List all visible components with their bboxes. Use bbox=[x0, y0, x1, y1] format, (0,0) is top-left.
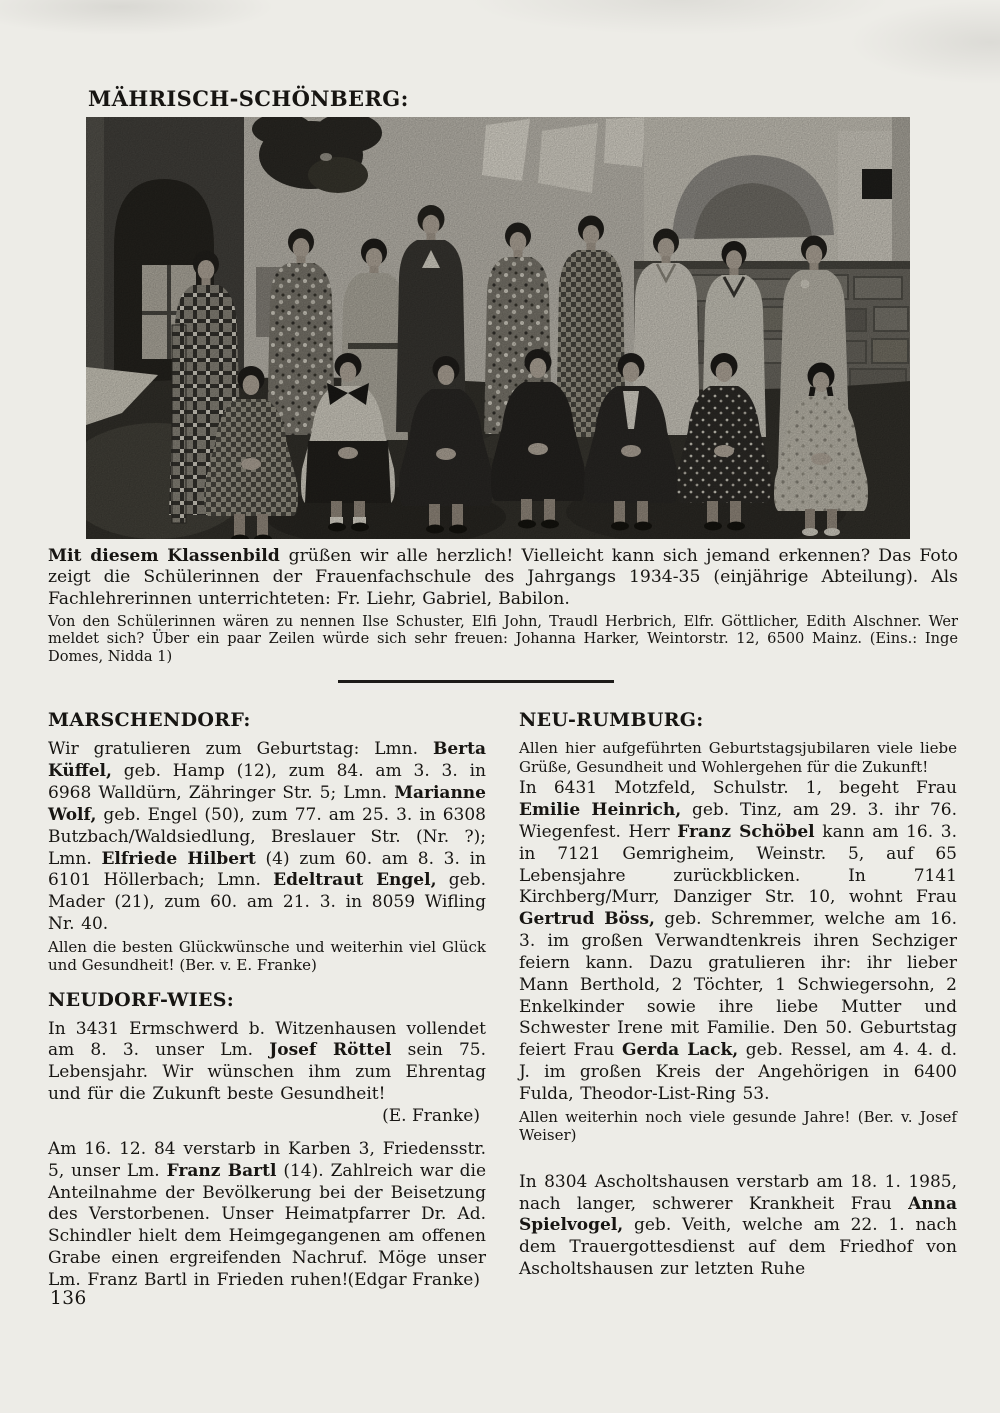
right-column bbox=[519, 710, 957, 1291]
class-photo-illustration bbox=[86, 117, 910, 539]
left-column bbox=[48, 710, 486, 1291]
section-heading-marschendorf: MARSCHENDORF: bbox=[48, 709, 251, 732]
intro-note: Allen hier aufgeführten Geburtstagsjubilaren viele liebe Grüße, Gesundheit und Wohlergehen für die Zukunft! bbox=[519, 739, 957, 776]
signature: (E. Franke) bbox=[382, 1106, 480, 1127]
obituary-paragraph: In 8304 Ascholtshausen verstarb am 18. 1. 1985, nach langer, schwerer Krankheit Frau Anna Spielvogel, geb. Veith, welche am 22. 1. nach dem Trauergottesdienst auf dem Friedhof von Ascholtshausen zur letzten Ruhe bbox=[519, 1171, 957, 1280]
photo-grain bbox=[86, 117, 910, 539]
page-title: MÄHRISCH-SCHÖNBERG: bbox=[88, 86, 409, 111]
jubilee-paragraph: In 3431 Ermschwerd b. Witzenhausen vollendet am 8. 3. unser Lm. Josef Röttel sein 75. Lebensjahr. Wir wünschen ihm zum Ehrentag und für die Zukunft beste Gesundheit! bbox=[48, 1018, 486, 1105]
greetings-note: Allen die besten Glückwünsche und weiterhin viel Glück und Gesundheit! (Ber. v. E. Franke) bbox=[48, 937, 486, 975]
photo-caption: Mit diesem Klassenbild grüßen wir alle herzlich! Vielleicht kann sich jemand erkennen? Das Foto zeigt die Schülerinnen der Frauenfachschule des Jahrgangs 1934-35 (einjährige Abteilung). Als Fachlehrerinnen unterrichteten: Fr. Liehr, Gabriel, Babilon. bbox=[48, 546, 958, 609]
section-heading-neudorf-wies: NEUDORF-WIES: bbox=[48, 988, 235, 1011]
signature: (Edgar Franke) bbox=[347, 1269, 480, 1290]
birthday-paragraph: In 6431 Motzfeld, Schulstr. 1, begeht Frau Emilie Heinrich, geb. Tinz, am 29. 3. ihr 76. Wiegenfest. Herr Franz Schöbel kann am 16. 3. in 7121 Gemrigheim, Weinstr. 5, auf 65 Lebensjahre zurückblicken. In 7141 Kirchberg/Murr, Danziger Str. 10, wohnt Frau Gertrud Böss, geb. Schremmer, welche am 16. 3. im großen Verwandtenkreis ihren Sechziger feiern kann. Dazu gratulieren ihr: ihr lieber Mann Berthold, 2 Töchter, 1 Schwiegersohn, 2 Enkelkinder sowie ihre liebe Mutter und Schwester Irene mit Familie. Den 50. Geburtstag feiert Frau Gerda Lack, geb. Ressel, am 4. 4. d. J. im großen Kreis der Angehörigen in 6400 Fulda, Theodor-List-Ring 53. bbox=[519, 778, 958, 1105]
section-heading-neu-rumburg: NEU-RUMBURG: bbox=[519, 709, 704, 732]
obituary-paragraph: Am 16. 12. 84 verstarb in Karben 3, Friedensstr. 5, unser Lm. Franz Bartl (14). Zahlreich war die Anteilnahme der Bevölkerung bei der Beisetzung des Verstorbenen. Unser Heimatpfarrer Dr. Ad. Schindler hielt dem Heimgegangenen am offenen Grabe einen ergreifenden Nachruf. Möge unser Lm. Franz Bartl in Frieden ruhen! bbox=[48, 1138, 487, 1290]
page-number: 136 bbox=[50, 1288, 87, 1309]
birthday-paragraph: Wir gratulieren zum Geburtstag: Lmn. Berta Küffel, geb. Hamp (12), zum 84. am 3. 3. in 6968 Walldürn, Zähringer Str. 5; Lmn. Marianne Wolf, geb. Engel (50), zum 77. am 25. 3. in 6308 Butzbach/Waldsiedlung, Breslauer Str. (Nr. ?); Lmn. Elfriede Hilbert (4) zum 60. am 8. 3. in 6101 Höllerbach; Lmn. Edeltraut Engel, geb. Mader (21), zum 60. am 21. 3. in 8059 Wifling Nr. 40. bbox=[48, 739, 486, 935]
section-divider bbox=[338, 680, 614, 683]
page-content bbox=[48, 0, 958, 1292]
text-columns bbox=[48, 710, 958, 1291]
photo-caption-detail: Von den Schülerinnen wären zu nennen Ilse Schuster, Elfi John, Traudl Herbrich, Elfr. Göttlicher, Edith Alschner. Wer meldet sich? Über ein paar Zeilen würde sich sehr freuen: Johanna Harker, Weintorstr. 12, 6500 Mainz. (Eins.: Inge Domes, Nidda 1) bbox=[48, 612, 958, 665]
class-photo bbox=[86, 117, 910, 539]
greetings-note: Allen weiterhin noch viele gesunde Jahre! (Ber. v. Josef Weiser) bbox=[519, 1107, 957, 1145]
